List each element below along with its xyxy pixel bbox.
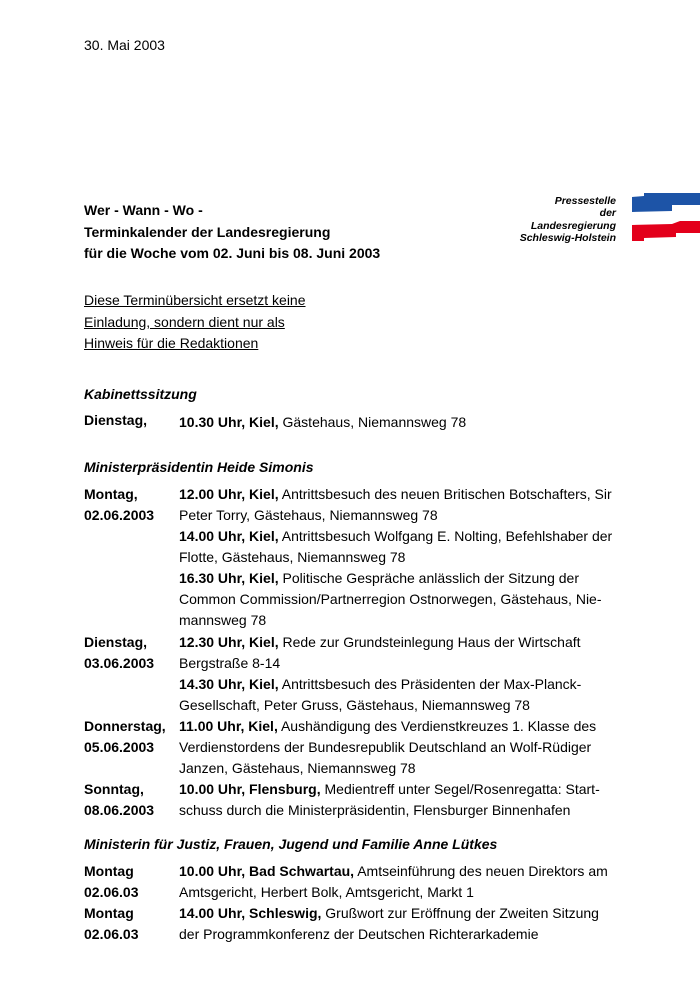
entry-text: Verdienstordens der Bundesrepublik Deutschland an Wolf-Rüdiger xyxy=(179,739,592,755)
entry-text: Gesellschaft, Peter Gruss, Gästehaus, Niemannsweg 78 xyxy=(179,697,530,713)
section-heading-cabinet: Kabinettssitzung xyxy=(84,386,197,402)
logo-line: Landesregierung xyxy=(530,219,616,232)
document-date: 30. Mai 2003 xyxy=(84,37,165,53)
section-heading-justice-minister: Ministerin für Justiz, Frauen, Jugend und Familie Anne Lütkes xyxy=(84,836,498,852)
logo-line: Pressestelle xyxy=(554,195,616,207)
day-label xyxy=(84,779,154,821)
schedule-entry xyxy=(179,484,619,631)
entry-time: 14.00 Uhr, Schleswig, xyxy=(179,905,322,921)
entry-time: 14.30 Uhr, Kiel, xyxy=(179,676,279,692)
day-name: Sonntag, xyxy=(84,781,144,797)
schedule-entry xyxy=(179,861,619,903)
schedule-entry xyxy=(179,716,619,779)
day-name: Dienstag, xyxy=(84,634,148,650)
entry-time: 11.00 Uhr, Kiel, xyxy=(179,718,278,734)
title-line: Wer - Wann - Wo - xyxy=(84,202,203,218)
day-date: 05.06.2003 xyxy=(84,739,155,755)
entry-text: Janzen, Gästehaus, Niemannsweg 78 xyxy=(179,760,416,776)
day-name: Montag, xyxy=(84,486,138,502)
entry-text: mannsweg 78 xyxy=(179,612,267,628)
document-title xyxy=(84,200,380,265)
logo-line: der xyxy=(599,207,616,220)
entry-time: 12.00 Uhr, Kiel, xyxy=(179,486,279,502)
entry-text: Antrittsbesuch des Präsidenten der Max-Planck- xyxy=(278,676,582,692)
schedule-entry xyxy=(179,779,619,821)
day-name: Montag xyxy=(84,863,134,879)
state-flag-logo-icon xyxy=(632,193,700,245)
entry-text: Politische Gespräche anlässlich der Sitzung der xyxy=(278,570,579,586)
day-date: 03.06.2003 xyxy=(84,655,155,671)
entry-text: Antrittsbesuch des neuen Britischen Botschafters, Sir xyxy=(278,486,612,502)
day-label xyxy=(84,861,139,903)
day-label xyxy=(84,903,139,945)
press-office-label xyxy=(466,195,616,245)
title-line: für die Woche vom 02. Juni bis 08. Juni 2003 xyxy=(84,245,381,261)
entry-time: 12.30 Uhr, Kiel, xyxy=(179,634,279,650)
entry-time: 10.00 Uhr, Flensburg, xyxy=(179,781,321,797)
entry-text: Flotte, Gästehaus, Niemannsweg 78 xyxy=(179,549,406,565)
title-line: Terminkalender der Landesregierung xyxy=(84,223,331,240)
entry-text: Grußwort zur Eröffnung der Zweiten Sitzung xyxy=(321,905,599,921)
entry-time: 16.30 Uhr, Kiel, xyxy=(179,570,279,586)
entry-text: Amtsgericht, Herbert Bolk, Amtsgericht, Markt 1 xyxy=(179,884,474,900)
day-date: 02.06.2003 xyxy=(84,507,155,523)
entry-text: schuss durch die Ministerpräsidentin, Flensburger Binnenhafen xyxy=(179,802,571,818)
day-date: 02.06.03 xyxy=(84,884,139,900)
day-label xyxy=(84,632,154,674)
day-date: 08.06.2003 xyxy=(84,802,155,818)
notice-line: Einladung, sondern dient nur als xyxy=(84,313,285,330)
entry-text: Peter Torry, Gästehaus, Niemannsweg 78 xyxy=(179,507,438,523)
entry-text: Common Commission/Partnerregion Ostnorwegen, Gästehaus, Nie- xyxy=(179,591,602,607)
day-name: Donnerstag, xyxy=(84,718,166,734)
entry-text: Aushändigung des Verdienstkreuzes 1. Klasse des xyxy=(277,718,597,734)
entry-text: Gästehaus, Niemannsweg 78 xyxy=(278,414,467,430)
entry-text: Rede zur Grundsteinlegung Haus der Wirtschaft xyxy=(278,634,581,650)
day-label xyxy=(84,484,154,526)
entry-text: Medientreff unter Segel/Rosenregatta: Start- xyxy=(320,781,600,797)
day-label xyxy=(84,716,166,758)
notice-line: Hinweis für die Redaktionen xyxy=(84,335,259,351)
entry-text: Antrittsbesuch Wolfgang E. Nolting, Befehlshaber der xyxy=(278,528,613,544)
entry-time: 10.00 Uhr, Bad Schwartau, xyxy=(179,863,355,879)
disclaimer-notice xyxy=(84,290,306,355)
section-heading-minister-president: Ministerpräsidentin Heide Simonis xyxy=(84,459,314,475)
entry-text: Amtseinführung des neuen Direktors am xyxy=(354,863,608,879)
entry-text: der Programmkonferenz der Deutschen Richterarkademie xyxy=(179,926,539,942)
day-label: Dienstag, xyxy=(84,412,148,428)
day-name: Montag xyxy=(84,905,134,921)
entry-time: 14.00 Uhr, Kiel, xyxy=(179,528,279,544)
logo-line: Schleswig-Holstein xyxy=(519,232,616,245)
entry-time: 10.30 Uhr, Kiel, xyxy=(179,414,279,430)
schedule-entry xyxy=(179,632,619,716)
schedule-entry xyxy=(179,412,619,433)
entry-text: Bergstraße 8-14 xyxy=(179,655,281,671)
schedule-entry xyxy=(179,903,619,945)
day-date: 02.06.03 xyxy=(84,926,139,942)
notice-line: Diese Terminübersicht ersetzt keine xyxy=(84,292,306,308)
